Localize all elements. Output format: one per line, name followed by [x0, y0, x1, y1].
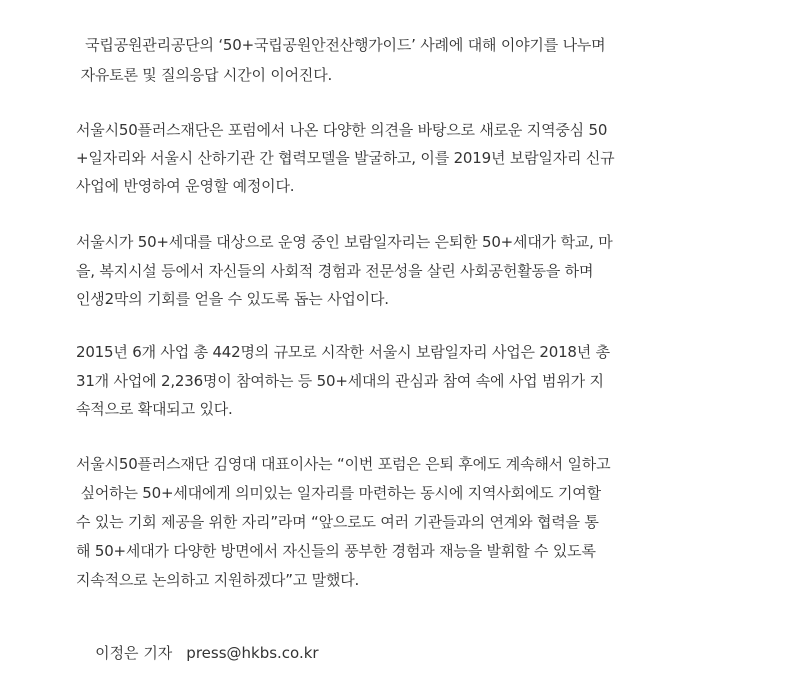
- paragraph-4-line-3: 속적으로 확대되고 있다.: [76, 400, 233, 418]
- paragraph-5-line-4: 해 50+세대가 다양한 방면에서 자신들의 풍부한 경험과 재능을 발휘할 수 있도록: [76, 542, 596, 560]
- paragraph-3-line-2: 을, 복지시설 등에서 자신들의 사회적 경험과 전문성을 살린 사회공헌활동을 하며: [76, 262, 594, 280]
- paragraph-4-line-2: 31개 사업에 2,236명이 참여하는 등 50+세대의 관심과 참여 속에 사업 범위가 지: [76, 372, 604, 390]
- paragraph-1-line-1: 국립공원관리공단의 ‘50+국립공원안전산행가이드’ 사례에 대해 이야기를 나누며: [76, 36, 606, 54]
- paragraph-5-line-3: 수 있는 기회 제공을 위한 자리”라며 “앞으로도 여러 기관들과의 연계와 협력을 통: [76, 513, 599, 531]
- paragraph-3-line-3: 인생2막의 기회를 얻을 수 있도록 돕는 사업이다.: [76, 290, 389, 308]
- byline-author: 이정은 기자: [95, 644, 173, 662]
- paragraph-5-line-5: 지속적으로 논의하고 지원하겠다”고 말했다.: [76, 571, 360, 589]
- paragraph-5-line-1: 서울시50플러스재단 김영대 대표이사는 “이번 포럼은 은퇴 후에도 계속해서 일하고: [76, 455, 611, 473]
- paragraph-4-line-1: 2015년 6개 사업 총 442명의 규모로 시작한 서울시 보람일자리 사업은 2018년 총: [76, 343, 610, 361]
- paragraph-5-line-2: 싶어하는 50+세대에게 의미있는 일자리를 마련하는 동시에 지역사회에도 기여할: [76, 484, 601, 502]
- paragraph-1-line-2: 자유토론 및 질의응답 시간이 이어진다.: [76, 66, 333, 84]
- byline: [76, 623, 319, 683]
- paragraph-3-line-1: 서울시가 50+세대를 대상으로 운영 중인 보람일자리는 은퇴한 50+세대가 학교, 마: [76, 233, 613, 251]
- paragraph-2-line-2: +일자리와 서울시 산하기관 간 협력모델을 발굴하고, 이를 2019년 보람일자리 신규: [76, 149, 615, 167]
- paragraph-2-line-3: 사업에 반영하여 운영할 예정이다.: [76, 177, 295, 195]
- byline-email: press@hkbs.co.kr: [186, 644, 319, 662]
- paragraph-2-line-1: 서울시50플러스재단은 포럼에서 나온 다양한 의견을 바탕으로 새로운 지역중심 50: [76, 121, 608, 139]
